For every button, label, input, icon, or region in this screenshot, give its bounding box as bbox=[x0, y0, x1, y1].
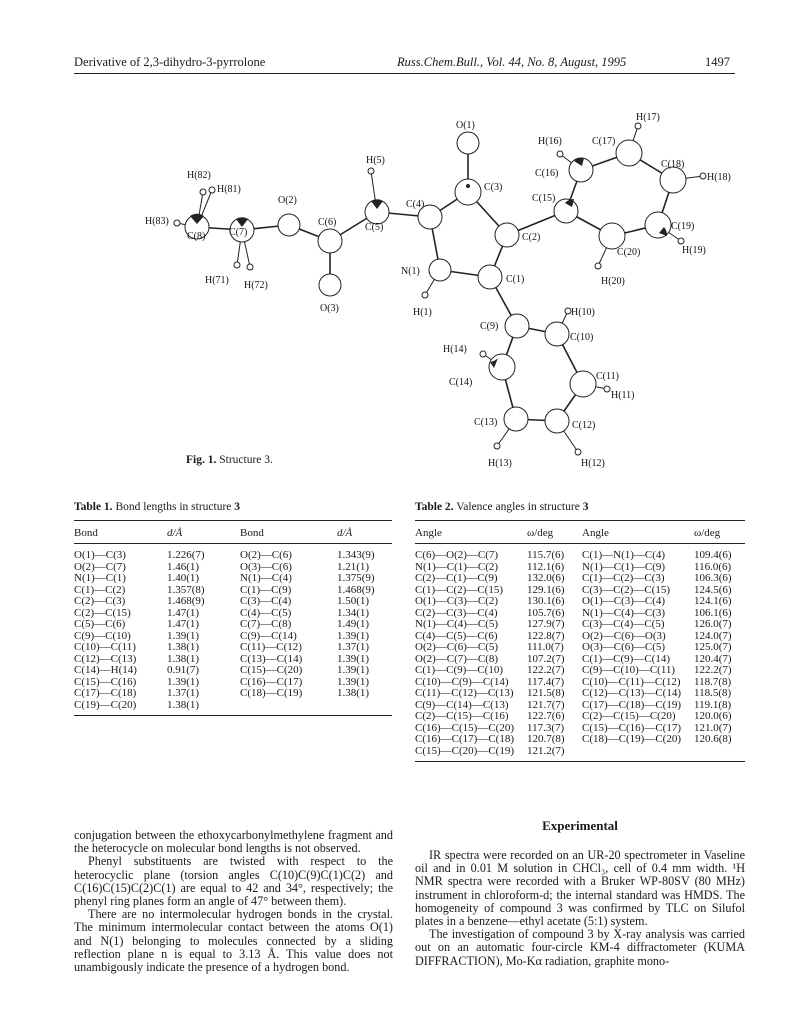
table-cell: C(5)—C(6) bbox=[74, 618, 126, 630]
table-cell: 130.1(6) bbox=[527, 595, 565, 607]
atom-label: C(13) bbox=[474, 417, 498, 428]
table-cell: C(2)—C(15)—C(20) bbox=[582, 710, 676, 722]
table-cell: C(6)—O(2)—C(7) bbox=[415, 549, 499, 561]
atom-label: C(20) bbox=[617, 247, 641, 258]
atom-label: H(20) bbox=[601, 276, 625, 287]
column-header: d/Å bbox=[327, 525, 392, 544]
table-cell: 1.21(1) bbox=[337, 560, 370, 573]
table-cell: O(3)—C(6)—C(5) bbox=[582, 641, 666, 653]
table-cell: C(10)—C(11) bbox=[74, 641, 136, 653]
table-cell: C(1)—C(2)—C(15) bbox=[415, 583, 503, 596]
column-header: ω/deg bbox=[694, 525, 745, 544]
atom-label: C(8) bbox=[187, 231, 206, 242]
paragraph: Phenyl substituents are twisted with respect to the heterocyclic plane (torsion angles C(10)C(9)C(1)C(2) and C(16)C(15)C(2)C(1) are equal to 42 and 34°, respectively; the phenyl ring planes form an angle of 47° between them). bbox=[74, 854, 393, 909]
table-cell: 0.91(7) bbox=[167, 664, 200, 676]
paragraph: There are no intermolecular hydrogen bonds in the crystal. The minimum intermolecular contact between the atoms O(1) and N(1) belonging to molecules connected by a sliding reflection plane n is equal to 3.13 Å. This value does not unambigously indicate the presence of a hydrogen bond. bbox=[74, 907, 393, 975]
table-row bbox=[74, 688, 392, 700]
table-cell: 120.4(7) bbox=[694, 652, 732, 665]
table-row bbox=[415, 688, 745, 700]
table-cell: N(1)—C(1) bbox=[74, 572, 126, 584]
table-cell: 125.0(7) bbox=[694, 641, 732, 653]
table-cell: 1.40(1) bbox=[167, 572, 200, 584]
atom-label: O(3) bbox=[320, 303, 339, 314]
table-row bbox=[415, 734, 745, 746]
left-column-text bbox=[74, 829, 393, 974]
atom-label: H(82) bbox=[187, 170, 211, 181]
table-cell bbox=[327, 700, 392, 712]
table-cell: C(15)—C(20)—C(19) bbox=[415, 744, 514, 757]
table-cell: 1.468(9) bbox=[337, 583, 375, 596]
table-row bbox=[74, 700, 392, 712]
table-cell: 1.39(1) bbox=[337, 652, 370, 665]
table-cell: C(1)—N(1)—C(4) bbox=[582, 549, 666, 561]
table-cell: 132.0(6) bbox=[527, 572, 565, 584]
table-cell: C(9)—C(14)—C(13) bbox=[415, 698, 509, 711]
table-cell: C(15)—C(16)—C(17) bbox=[582, 721, 681, 734]
column-header: Bond bbox=[74, 525, 157, 544]
table-cell: O(2)—C(6)—O(3) bbox=[582, 629, 666, 642]
table-cell: 120.0(6) bbox=[694, 710, 732, 722]
table1-caption-text: Bond lengths in structure bbox=[115, 501, 232, 513]
table-cell: O(2)—C(6) bbox=[240, 549, 292, 561]
table-cell: C(18)—C(19) bbox=[240, 687, 303, 699]
atom-label: C(19) bbox=[671, 221, 695, 232]
table-row bbox=[415, 596, 745, 608]
table-cell: 1.47(1) bbox=[167, 606, 200, 619]
table-cell: 1.343(9) bbox=[337, 549, 375, 561]
atom-label: C(17) bbox=[592, 136, 616, 147]
table-cell: C(1)—C(2) bbox=[74, 583, 126, 596]
atom-shading bbox=[190, 158, 667, 368]
atom-label: H(5) bbox=[366, 155, 385, 166]
atom-label: C(3) bbox=[484, 182, 503, 193]
table-cell: O(2)—C(6)—C(5) bbox=[415, 641, 499, 653]
table-row bbox=[415, 642, 745, 654]
table-cell: 121.0(7) bbox=[694, 721, 732, 734]
table-cell: N(1)—C(1)—C(2) bbox=[415, 560, 499, 573]
paragraph: conjugation between the ethoxycarbonylmethylene fragment and the heterocycle on molecular bond lengths is not observed. bbox=[74, 828, 393, 856]
table-cell: 120.6(8) bbox=[694, 733, 732, 745]
table-row bbox=[415, 711, 745, 723]
table-cell: O(1)—C(3)—C(2) bbox=[415, 595, 499, 607]
table-cell: C(18)—C(19)—C(20) bbox=[582, 733, 681, 745]
atom-label: O(2) bbox=[278, 195, 297, 206]
table-cell: C(2)—C(15)—C(16) bbox=[415, 710, 509, 722]
table-row bbox=[74, 573, 392, 585]
table-cell: 1.39(1) bbox=[167, 629, 200, 642]
table-cell: 118.7(8) bbox=[694, 675, 732, 688]
table-cell: C(17)—C(18)—C(19) bbox=[582, 698, 681, 711]
table-cell: 1.38(1) bbox=[167, 652, 200, 665]
table-cell: 127.9(7) bbox=[527, 618, 565, 630]
table-cell: 124.0(7) bbox=[694, 629, 732, 642]
table-cell: C(17)—C(18) bbox=[74, 687, 137, 699]
table-row bbox=[74, 544, 392, 562]
table-cell: 1.39(1) bbox=[337, 629, 370, 642]
atom-label: H(81) bbox=[217, 184, 241, 195]
atom-label: H(17) bbox=[636, 112, 660, 123]
paragraph: IR spectra were recorded on an UR-20 spectrometer in Vaseline oil and in 0.01 M solution in CHCl₃, cell of 0.4 mm width. ¹H NMR spectra were recorded with a Bruker WP-80SV (80 MHz) instrument in chloroform-d; the internal standard was HMDS. The homogeneity of compound 3 was confirmed by TLC on Silufol plates in a benzene—ethyl acetate (5:1) system. bbox=[415, 848, 745, 929]
figure-caption-text: Structure 3. bbox=[219, 454, 273, 466]
running-head-journal: Russ.Chem.Bull., Vol. 44, No. 8, August, 1995 bbox=[397, 55, 627, 69]
table-cell: 1.37(1) bbox=[167, 687, 200, 699]
table-cell: 124.5(6) bbox=[694, 583, 732, 596]
atom-label: C(1) bbox=[506, 274, 525, 285]
atom-label: H(10) bbox=[571, 307, 595, 318]
table-cell: 109.4(6) bbox=[694, 549, 732, 561]
table2-bottom-rule bbox=[415, 761, 745, 762]
table-cell: 1.39(1) bbox=[337, 664, 370, 676]
table-cell: C(19)—C(20) bbox=[74, 698, 137, 711]
table2-top-rule bbox=[415, 520, 745, 521]
experimental-text bbox=[415, 849, 745, 968]
table-cell: C(1)—C(9)—C(14) bbox=[582, 652, 670, 665]
table-cell: 1.38(1) bbox=[167, 698, 200, 711]
table-cell: N(1)—C(1)—C(9) bbox=[582, 560, 666, 573]
table-row bbox=[74, 596, 392, 608]
table-cell: C(7)—C(8) bbox=[240, 618, 292, 630]
table-cell: C(10)—C(9)—C(14) bbox=[415, 675, 509, 688]
table-cell: C(16)—C(17)—C(18) bbox=[415, 733, 514, 745]
table-cell: N(1)—C(4)—C(5) bbox=[415, 618, 499, 630]
table-cell: C(11)—C(12) bbox=[240, 641, 302, 653]
table-cell: 111.0(7) bbox=[527, 641, 564, 653]
atom-label: C(7) bbox=[229, 227, 248, 238]
table-cell: C(4)—C(5)—C(6) bbox=[415, 629, 498, 642]
table-cell: 117.4(7) bbox=[527, 675, 565, 688]
atom-label: O(1) bbox=[456, 120, 475, 131]
table-cell bbox=[240, 700, 327, 712]
table-cell: 105.7(6) bbox=[527, 606, 565, 619]
atom-label: H(1) bbox=[413, 307, 432, 318]
table-cell: O(2)—C(7) bbox=[74, 560, 126, 573]
table-row bbox=[415, 544, 745, 562]
table-cell: 106.1(6) bbox=[694, 606, 732, 619]
table-cell: 1.375(9) bbox=[337, 572, 375, 584]
table-cell: O(1)—C(3) bbox=[74, 549, 126, 561]
table-cell: N(1)—C(4)—C(3) bbox=[582, 606, 666, 619]
valence-angles-table bbox=[415, 525, 745, 757]
table-cell: C(3)—C(4)—C(5) bbox=[582, 618, 665, 630]
table-cell: 1.46(1) bbox=[167, 560, 200, 573]
table-cell: 1.38(1) bbox=[167, 641, 200, 653]
table-cell: C(1)—C(9) bbox=[240, 583, 292, 596]
atom-label: H(83) bbox=[145, 216, 169, 227]
table-row bbox=[74, 619, 392, 631]
table-cell: 121.7(7) bbox=[527, 698, 565, 711]
atom-label: H(14) bbox=[443, 344, 467, 355]
atom-label: H(11) bbox=[611, 390, 635, 401]
table-cell: 1.38(1) bbox=[337, 687, 370, 699]
table-cell: 126.0(7) bbox=[694, 618, 732, 630]
table-cell: C(2)—C(15) bbox=[74, 606, 131, 619]
table-cell: 115.7(6) bbox=[527, 549, 565, 561]
table-cell: 1.226(7) bbox=[167, 549, 205, 561]
table-cell: C(15)—C(20) bbox=[240, 664, 303, 676]
atom-label: C(14) bbox=[449, 377, 473, 388]
table1-caption-label: Table 1. bbox=[74, 501, 113, 513]
atom-label: H(18) bbox=[707, 172, 731, 183]
table-cell: C(9)—C(10)—C(11) bbox=[582, 664, 676, 676]
table-row bbox=[415, 619, 745, 631]
table1-caption-num: 3 bbox=[234, 501, 241, 513]
table-cell: 1.34(1) bbox=[337, 606, 370, 619]
table-row bbox=[415, 746, 745, 758]
atom-label: H(16) bbox=[538, 136, 562, 147]
table-cell: 1.37(1) bbox=[337, 641, 370, 653]
table-cell: 1.39(1) bbox=[167, 675, 200, 688]
table-cell: 121.2(7) bbox=[527, 744, 565, 757]
table-cell: C(13)—C(14) bbox=[240, 652, 303, 665]
table-cell: 1.357(8) bbox=[167, 583, 205, 596]
atom-label: H(19) bbox=[682, 245, 706, 256]
bond-lengths-table bbox=[74, 525, 392, 711]
table-cell: 122.2(7) bbox=[694, 664, 732, 676]
table-cell: N(1)—C(4) bbox=[240, 572, 292, 584]
column-header: Angle bbox=[415, 525, 527, 544]
table-cell: 1.50(1) bbox=[337, 595, 370, 607]
table-cell: C(2)—C(3)—C(4) bbox=[415, 606, 498, 619]
table-cell: O(2)—C(7)—C(8) bbox=[415, 652, 499, 665]
table-cell: C(2)—C(1)—C(9) bbox=[415, 572, 498, 584]
atom-label: H(12) bbox=[581, 458, 605, 469]
table-cell: C(12)—C(13)—C(14) bbox=[582, 687, 681, 699]
table-cell: 121.5(8) bbox=[527, 687, 565, 699]
table-cell: C(11)—C(12)—C(13) bbox=[415, 687, 514, 699]
table-row bbox=[415, 573, 745, 585]
table-cell: O(1)—C(3)—C(4) bbox=[582, 595, 666, 607]
table-cell: 1.39(1) bbox=[337, 675, 370, 688]
table-cell bbox=[582, 746, 694, 758]
table2-caption-label: Table 2. bbox=[415, 501, 454, 513]
table-cell: 124.1(6) bbox=[694, 595, 732, 607]
molecular-structure-figure bbox=[0, 0, 807, 480]
page-number: 1497 bbox=[705, 55, 730, 69]
table-cell: 122.2(7) bbox=[527, 664, 565, 676]
table-cell: 112.1(6) bbox=[527, 560, 565, 573]
table-cell: 117.3(7) bbox=[527, 721, 565, 734]
table-row bbox=[74, 665, 392, 677]
atom-label: C(10) bbox=[570, 332, 594, 343]
column-header: Bond bbox=[240, 525, 327, 544]
atom-label: H(72) bbox=[244, 280, 268, 291]
table-cell: C(9)—C(14) bbox=[240, 629, 297, 642]
table-cell: 106.3(6) bbox=[694, 572, 732, 584]
table-cell: C(15)—C(16) bbox=[74, 675, 137, 688]
table-header-row bbox=[74, 525, 392, 544]
table-cell: C(1)—C(2)—C(3) bbox=[582, 572, 665, 584]
table-cell: 116.0(6) bbox=[694, 560, 732, 573]
table2-caption-num: 3 bbox=[582, 501, 589, 513]
atom-label: C(2) bbox=[522, 232, 541, 243]
table-cell: C(16)—C(17) bbox=[240, 675, 303, 688]
column-header: d/Å bbox=[157, 525, 240, 544]
table-cell: C(10)—C(11)—C(12) bbox=[582, 675, 681, 688]
atom-label: H(71) bbox=[205, 275, 229, 286]
table-header-row bbox=[415, 525, 745, 544]
table-cell: C(1)—C(9)—C(10) bbox=[415, 664, 503, 676]
table-cell: C(14)—H(14) bbox=[74, 664, 137, 676]
table-cell: C(2)—C(3) bbox=[74, 595, 126, 607]
table-row bbox=[74, 642, 392, 654]
table-cell: 129.1(6) bbox=[527, 583, 565, 596]
atom-label: C(12) bbox=[572, 420, 596, 431]
table-cell: 122.7(6) bbox=[527, 710, 565, 722]
atom-label: C(16) bbox=[535, 168, 559, 179]
table-cell: C(16)—C(15)—C(20) bbox=[415, 721, 514, 734]
atom-label: C(4) bbox=[406, 199, 425, 210]
atom-label: C(9) bbox=[480, 321, 499, 332]
table-cell: C(3)—C(4) bbox=[240, 595, 292, 607]
table2-caption bbox=[415, 501, 588, 513]
atom-label: C(6) bbox=[318, 217, 337, 228]
column-header: ω/deg bbox=[527, 525, 582, 544]
atom-label: C(5) bbox=[365, 222, 384, 233]
table-cell: 1.468(9) bbox=[167, 595, 205, 607]
table-cell: 120.7(8) bbox=[527, 733, 565, 745]
figure-caption bbox=[186, 454, 273, 466]
section-title-experimental: Experimental bbox=[542, 818, 618, 833]
paragraph: The investigation of compound 3 by X-ray analysis was carried out on an automatic four-circle KM-4 diffractometer (KUMA DIFFRACTION), Mo-Kα radiation, graphite mono- bbox=[415, 927, 745, 968]
running-head-title: Derivative of 2,3-dihydro-3-pyrrolone bbox=[74, 55, 266, 69]
table-cell: 107.2(7) bbox=[527, 652, 565, 665]
table1-bottom-rule bbox=[74, 715, 392, 716]
table-cell: 122.8(7) bbox=[527, 629, 565, 642]
atom-label: C(15) bbox=[532, 193, 556, 204]
table-cell: C(4)—C(5) bbox=[240, 606, 292, 619]
atom-label: C(11) bbox=[596, 371, 619, 382]
table-row bbox=[415, 665, 745, 677]
table-cell: C(12)—C(13) bbox=[74, 652, 137, 665]
atom-label: H(13) bbox=[488, 458, 512, 469]
table-cell: O(3)—C(6) bbox=[240, 560, 292, 573]
table-cell bbox=[694, 746, 745, 758]
table-cell: 1.49(1) bbox=[337, 618, 370, 630]
table-cell: C(3)—C(2)—C(15) bbox=[582, 583, 670, 596]
table2-caption-text: Valence angles in structure bbox=[456, 501, 580, 513]
table1-top-rule bbox=[74, 520, 392, 521]
table1-caption bbox=[74, 501, 240, 513]
column-header: Angle bbox=[582, 525, 694, 544]
table-cell: 118.5(8) bbox=[694, 687, 732, 699]
table-cell: C(9)—C(10) bbox=[74, 629, 131, 642]
atom-label: C(18) bbox=[661, 159, 685, 170]
table-cell: 1.47(1) bbox=[167, 618, 200, 630]
figure-caption-label: Fig. 1. bbox=[186, 454, 217, 466]
atom-label: N(1) bbox=[401, 266, 420, 277]
table-cell: 119.1(8) bbox=[694, 698, 732, 711]
